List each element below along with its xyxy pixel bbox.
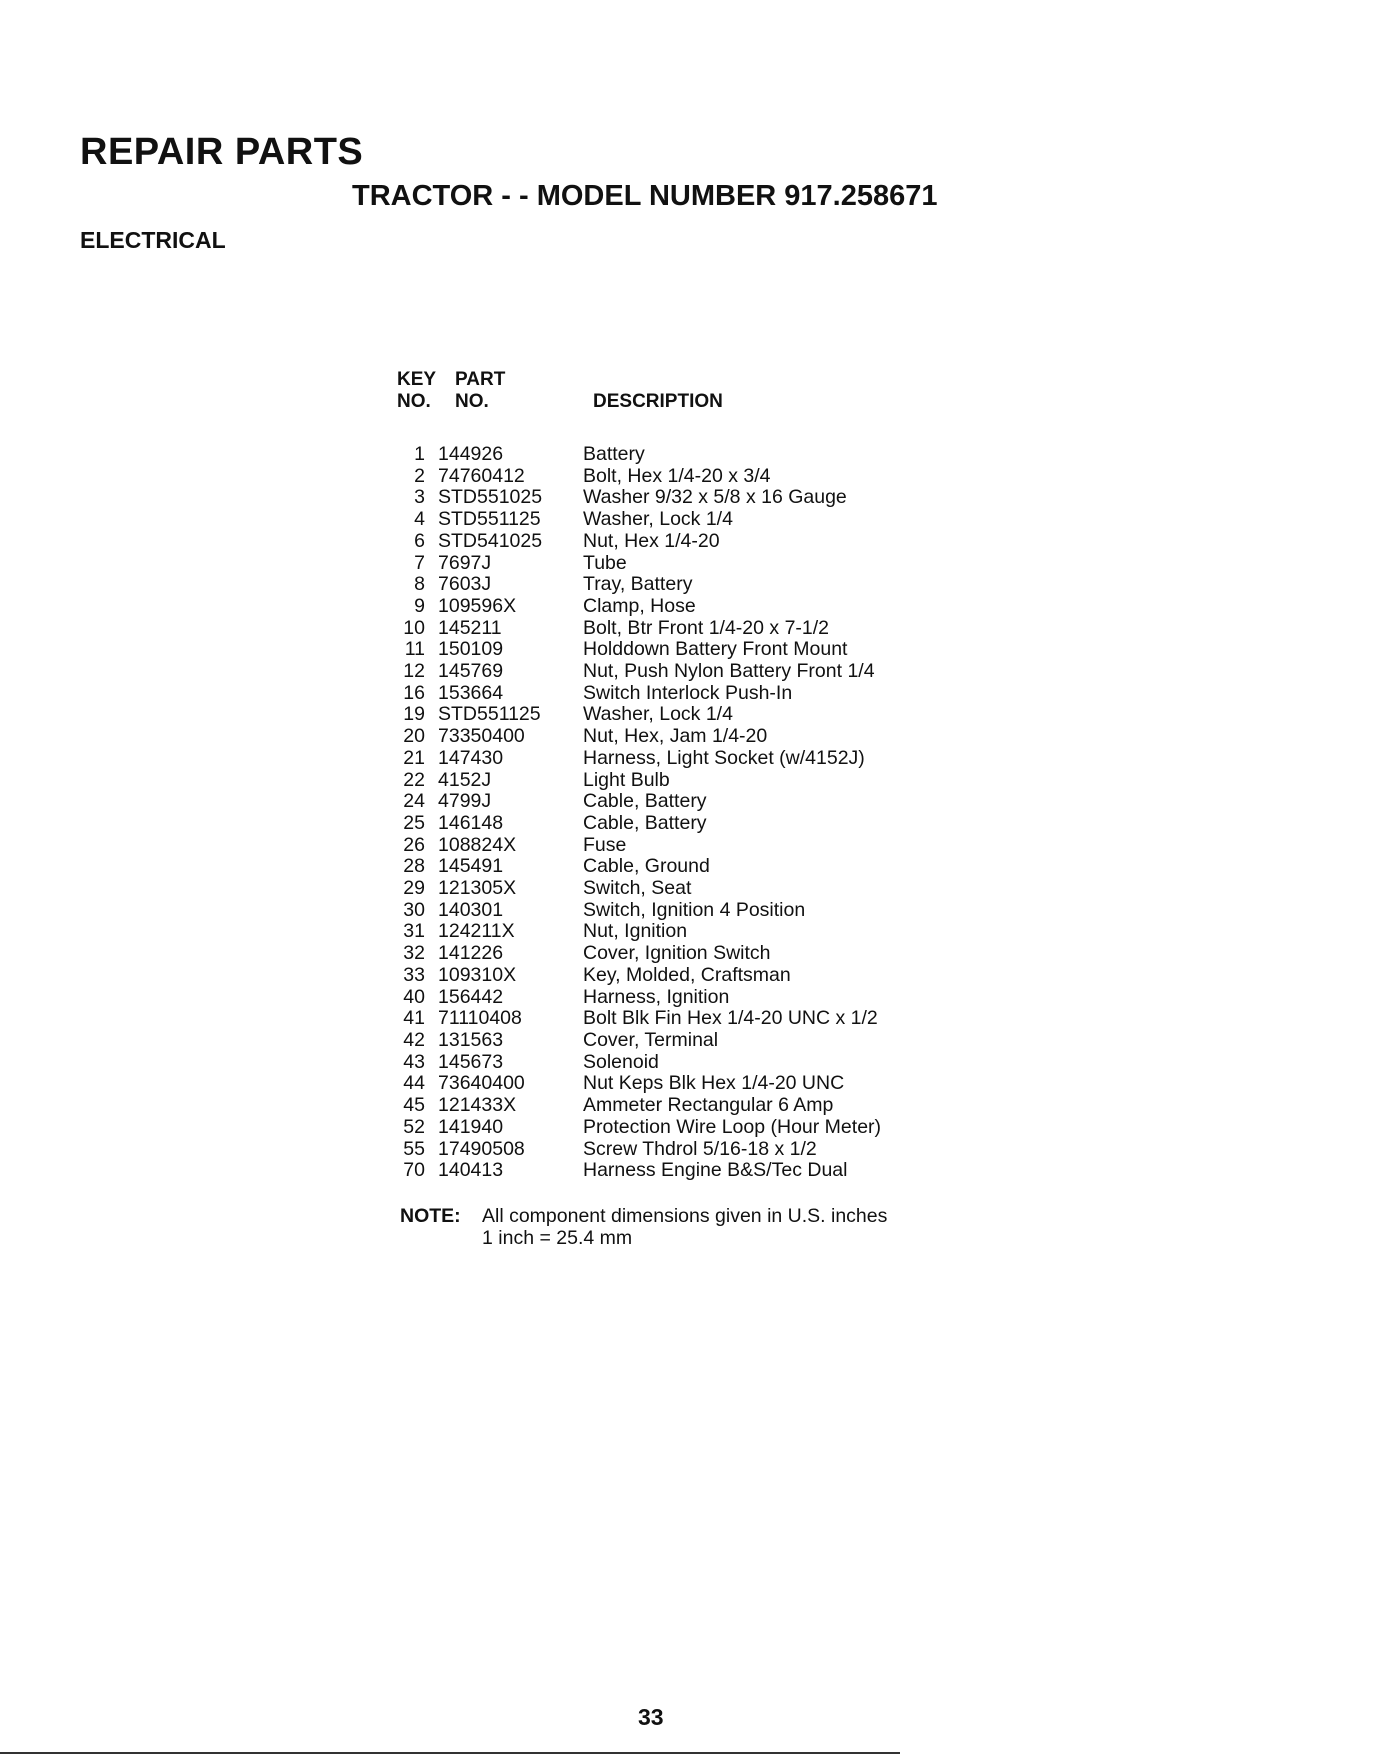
table-row (395, 748, 881, 770)
description-cell: Washer, Lock 1/4 (583, 703, 733, 726)
description-cell: Washer, Lock 1/4 (583, 508, 733, 531)
part-no-cell: 108824X (438, 833, 517, 856)
table-row (395, 1095, 881, 1117)
description-cell: Cable, Battery (583, 790, 707, 813)
description-cell: Nut, Hex 1/4-20 (583, 529, 720, 552)
table-row (395, 856, 881, 878)
part-no-cell: 4799J (438, 790, 492, 813)
part-no-cell: STD551025 (438, 486, 543, 509)
description-cell: Cable, Ground (583, 855, 710, 878)
description-cell: Bolt Blk Fin Hex 1/4-20 UNC x 1/2 (583, 1007, 878, 1030)
part-no-cell: 153664 (438, 681, 504, 704)
key-no-cell: 11 (404, 638, 425, 661)
key-no-cell: 24 (403, 790, 425, 813)
table-row (395, 987, 881, 1009)
part-no-cell: 156442 (438, 985, 504, 1008)
description-cell: Cable, Battery (583, 811, 707, 834)
description-cell: Harness, Ignition (583, 985, 730, 1008)
table-row (395, 770, 881, 792)
table-row (395, 596, 881, 618)
description-cell: Key, Molded, Craftsman (583, 963, 791, 986)
table-row (395, 813, 881, 835)
table-row (395, 704, 881, 726)
key-no-cell: 40 (403, 985, 425, 1008)
bottom-divider (0, 1752, 900, 1754)
part-no-cell: 131563 (438, 1028, 504, 1051)
parts-table (395, 444, 881, 1182)
key-no-cell: 25 (403, 811, 425, 834)
table-row (395, 1052, 881, 1074)
table-row (395, 1117, 881, 1139)
table-row (395, 487, 881, 509)
part-no-cell: 145673 (438, 1050, 504, 1073)
key-no-cell: 3 (414, 486, 425, 509)
key-no-cell: 8 (414, 573, 425, 596)
table-row (395, 683, 881, 705)
description-cell: Harness, Light Socket (w/4152J) (583, 746, 865, 769)
table-row (395, 921, 881, 943)
key-no-cell: 31 (403, 920, 425, 943)
part-no-cell: 124211X (438, 920, 515, 943)
part-no-cell: 121433X (438, 1094, 517, 1117)
table-row (395, 1008, 881, 1030)
parts-table-body (395, 444, 881, 1182)
key-no-cell: 42 (403, 1028, 425, 1051)
description-cell: Switch Interlock Push-In (583, 681, 793, 704)
table-row (395, 1139, 881, 1161)
table-row (395, 965, 881, 987)
part-no-cell: 73350400 (438, 725, 525, 748)
part-no-cell: 140301 (438, 898, 504, 921)
description-cell: Washer 9/32 x 5/8 x 16 Gauge (583, 486, 847, 509)
part-no-cell: 17490508 (438, 1137, 525, 1160)
table-row (395, 661, 881, 683)
table-row (395, 509, 881, 531)
key-no-cell: 45 (403, 1094, 425, 1117)
part-no-cell: 109596X (438, 594, 517, 617)
table-row (395, 618, 881, 640)
table-row (395, 1160, 881, 1182)
table-row (395, 574, 881, 596)
description-cell: Light Bulb (583, 768, 670, 791)
description-cell: Bolt, Btr Front 1/4-20 x 7-1/2 (583, 616, 830, 639)
part-no-cell: 109310X (438, 963, 517, 986)
part-no-cell: 145769 (438, 660, 504, 683)
table-row (395, 639, 881, 661)
table-row (395, 1073, 881, 1095)
description-cell: Nut Keps Blk Hex 1/4-20 UNC (583, 1072, 845, 1095)
description-cell: Cover, Ignition Switch (583, 942, 771, 965)
key-no-cell: 1 (414, 443, 425, 465)
key-no-cell: 32 (403, 942, 425, 965)
part-no-cell: STD551125 (438, 508, 541, 531)
description-cell: Ammeter Rectangular 6 Amp (583, 1094, 834, 1117)
section-heading: ELECTRICAL (80, 227, 226, 253)
description-cell: Clamp, Hose (583, 594, 696, 617)
table-row (395, 444, 881, 466)
table-row (395, 726, 881, 748)
part-no-cell: 141226 (438, 942, 504, 965)
table-row (395, 900, 881, 922)
note-text-line1: All component dimensions given in U.S. inches (482, 1205, 888, 1227)
key-no-cell: 43 (403, 1050, 425, 1073)
part-no-cell: 144926 (438, 443, 504, 465)
key-no-cell: 22 (403, 768, 425, 791)
model-heading: TRACTOR - - MODEL NUMBER 917.258671 (352, 180, 938, 212)
part-no-cell: 150109 (438, 638, 504, 661)
key-no-cell: 7 (414, 551, 425, 574)
description-cell: Switch, Ignition 4 Position (583, 898, 806, 921)
table-row (395, 835, 881, 857)
part-no-cell: 145211 (438, 616, 502, 639)
key-no-cell: 28 (403, 855, 425, 878)
part-no-cell: 7697J (438, 551, 492, 574)
part-no-cell: 140413 (438, 1159, 504, 1182)
key-no-cell: 20 (403, 725, 425, 748)
key-no-cell: 33 (403, 963, 425, 986)
description-cell: Nut, Ignition (583, 920, 688, 943)
key-no-cell: 2 (414, 464, 425, 487)
part-no-cell: 145491 (438, 855, 504, 878)
description-cell: Holddown Battery Front Mount (583, 638, 848, 661)
key-no-cell: 9 (414, 594, 425, 617)
part-no-cell: 71110408 (438, 1007, 522, 1030)
table-row (395, 878, 881, 900)
description-cell: Solenoid (583, 1050, 659, 1073)
note (400, 1205, 887, 1249)
key-no-cell: 44 (403, 1072, 425, 1095)
description-cell: Fuse (583, 833, 627, 856)
part-no-cell: 74760412 (438, 464, 525, 487)
description-cell: Cover, Terminal (583, 1028, 719, 1051)
description-cell: Harness Engine B&S/Tec Dual (583, 1159, 848, 1182)
part-no-cell: 73640400 (438, 1072, 525, 1095)
table-row (395, 531, 881, 553)
page-number: 33 (638, 1704, 664, 1730)
note-line1 (400, 1205, 887, 1227)
description-cell: Screw Thdrol 5/16-18 x 1/2 (583, 1137, 817, 1160)
description-cell: Bolt, Hex 1/4-20 x 3/4 (583, 464, 771, 487)
page-title: REPAIR PARTS (80, 131, 364, 173)
part-no-cell: 7603J (438, 573, 492, 596)
part-no-cell: 146148 (438, 811, 504, 834)
description-header: DESCRIPTION (593, 391, 723, 412)
part-no-cell: STD551125 (438, 703, 541, 726)
description-cell: Nut, Hex, Jam 1/4-20 (583, 725, 768, 748)
note-label: NOTE: (400, 1205, 461, 1227)
key-no-cell: 19 (403, 703, 425, 726)
key-header-line1: KEY (397, 369, 437, 390)
part-header-line1: PART (455, 369, 506, 390)
description-cell: Protection Wire Loop (Hour Meter) (583, 1115, 882, 1138)
key-header-line2: NO. (397, 391, 431, 412)
key-no-cell: 21 (403, 746, 425, 769)
part-no-cell: STD541025 (438, 529, 543, 552)
key-no-cell: 55 (403, 1137, 425, 1160)
key-no-cell: 52 (403, 1115, 425, 1138)
part-no-cell: 141940 (438, 1115, 504, 1138)
table-row (395, 943, 881, 965)
note-text-line2: 1 inch = 25.4 mm (482, 1227, 633, 1249)
key-no-cell: 16 (403, 681, 425, 704)
table-row (395, 466, 881, 488)
description-cell: Tube (583, 551, 627, 574)
key-no-cell: 12 (403, 660, 425, 683)
key-no-cell: 10 (403, 616, 425, 639)
key-no-cell: 29 (403, 877, 425, 900)
key-no-cell: 30 (403, 898, 425, 921)
key-no-cell: 6 (414, 529, 425, 552)
part-no-cell: 4152J (438, 768, 492, 791)
table-row (395, 791, 881, 813)
part-no-cell: 121305X (438, 877, 517, 900)
key-no-cell: 4 (414, 508, 425, 531)
description-cell: Switch, Seat (583, 877, 692, 900)
table-row (395, 1030, 881, 1052)
description-cell: Nut, Push Nylon Battery Front 1/4 (583, 660, 875, 683)
key-no-cell: 41 (403, 1007, 425, 1030)
part-no-cell: 147430 (438, 746, 504, 769)
key-no-cell: 26 (403, 833, 425, 856)
description-cell: Battery (583, 443, 645, 465)
description-cell: Tray, Battery (583, 573, 693, 596)
table-row (395, 553, 881, 575)
part-header-line2: NO. (455, 391, 489, 412)
key-no-cell: 70 (403, 1159, 425, 1182)
